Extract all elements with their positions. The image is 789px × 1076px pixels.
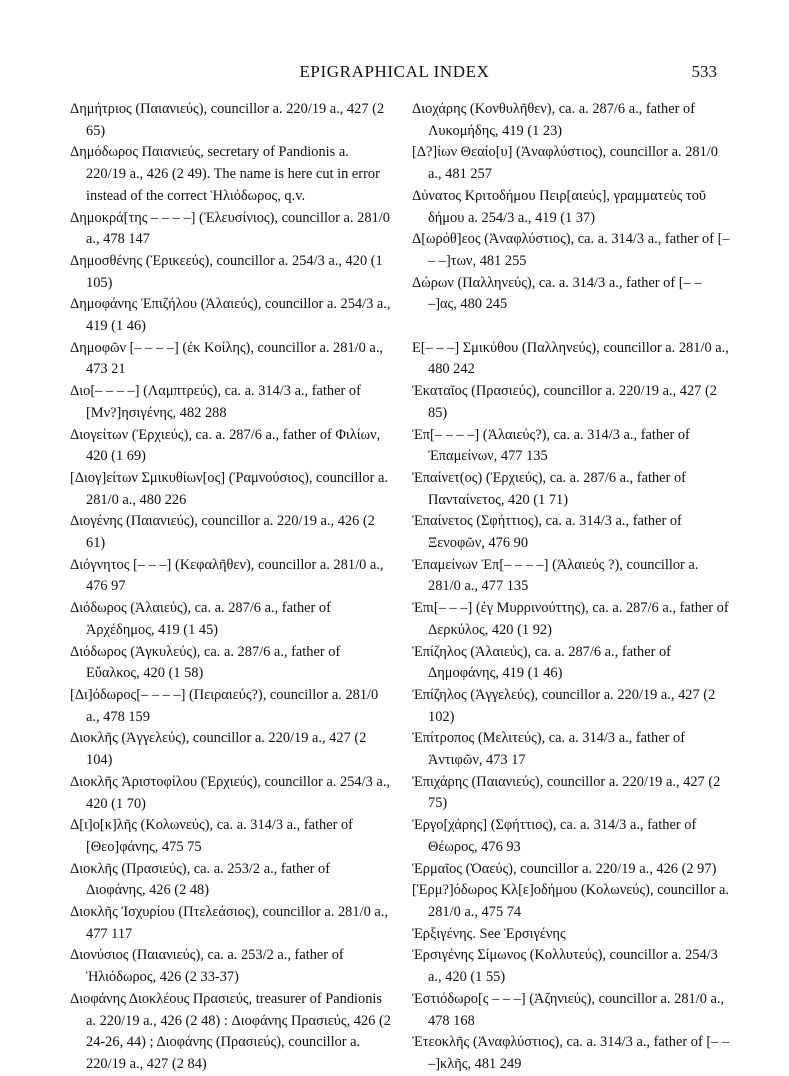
index-entry: Διόδωρος (Ἀγκυλεύς), ca. a. 287/6 a., father of Εὔαλκος, 420 (1 58) <box>70 643 341 682</box>
index-entry: Ἐπίζηλος (Ἀγγελεύς), councillor a. 220/19 a., 427 (2 102) <box>412 686 716 725</box>
index-entry: [Διογ]είτων Σμικυθίων[ος] (Ῥαμνούσιος), councillor a. 281/0 a., 480 226 <box>70 469 388 508</box>
index-entry: Ἐπαμείνων Ἐπ[– – – –] (Ἁλαιεύς ?), councillor a. 281/0 a., 477 135 <box>412 556 699 595</box>
index-entry: Ἐπ[– – – –] (Ἁλαιεύς?), ca. a. 314/3 a., father of Ἐπαμείνων, 477 135 <box>412 426 690 465</box>
index-entry: Δημοφῶν [– – – –] (ἐκ Κοίλης), councillor a. 281/0 a., 473 21 <box>70 339 384 378</box>
index-entry: Ἐρσιγένης Σίμωνος (Κολλυτεύς), councillor a. 254/3 a., 420 (1 55) <box>412 947 718 986</box>
index-entry: Διοκλῆς (Πρασιεύς), ca. a. 253/2 a., father of Διοφάνης, 426 (2 48) <box>70 860 331 899</box>
index-entry: Ἐτεοκλῆς (Ἀναφλύστιος), ca. a. 314/3 a., father of [– – –]κλῆς, 481 249 <box>412 1034 730 1072</box>
index-entry: Δημόδωρος Παιανιεύς, secretary of Pandionis a. 220/19 a., 426 (2 49). The name is here cut in error instead of the correct Ἡλιόδωρος, q.v. <box>70 144 380 204</box>
index-entry: Ἐπίζηλος (Ἁλαιεύς), ca. a. 287/6 a., father of Δημοφάνης, 419 (1 46) <box>412 643 671 682</box>
index-entry: Δώρων (Παλληνεύς), ca. a. 314/3 a., father of [– – –]ας, 480 245 <box>412 274 702 313</box>
index-entry: Δύνατος Κριτοδήμου Πειρ[αιεύς], γραμματεὺς τοῦ δήμου a. 254/3 a., 419 (1 37) <box>412 187 707 226</box>
index-entry: [Δι]όδωρος[– – – –] (Πειραιεύς?), councillor a. 281/0 a., 478 159 <box>70 686 379 725</box>
index-entry: Ε[– – –] Σμικύθου (Παλληνεύς), councillor a. 281/0 a., 480 242 <box>412 339 729 378</box>
index-entry: Δημοκρά[της – – – –] (Ἐλευσίνιος), councillor a. 281/0 a., 478 147 <box>70 209 390 248</box>
index-entry: Ἐπι[– – –] (ἐγ Μυρρινούττης), ca. a. 287/6 a., father of Δερκύλος, 420 (1 92) <box>412 600 729 638</box>
index-entry: Δ[ι]ο[κ]λῆς (Κολωνεύς), ca. a. 314/3 a., father of [Θεο]φάνης, 475 75 <box>70 817 353 855</box>
entry-group-delta <box>412 99 732 316</box>
index-entry: Ἐπαίνετος (Σφήττιος), ca. a. 314/3 a., father of Ξενοφῶν, 476 90 <box>412 513 682 552</box>
index-entry: Ἐρξιγένης. See Ἐρσιγένης <box>412 925 566 942</box>
index-entry: Διοφάνης Διοκλέους Πρασιεύς, treasurer of Pandionis a. 220/19 a., 426 (2 48) : Διοφάνης Πρασιεύς, 426 (2 24-26, 44) ; Διοφάνης (Πρασιεύς), councillor a. 220/19 a., 427 (2 84) <box>70 990 391 1072</box>
index-entry: Διο[– – – –] (Λαμπτρεύς), ca. a. 314/3 a., father of [Μν?]ησιγένης, 482 288 <box>70 383 361 421</box>
entry-group-epsilon <box>412 338 732 1076</box>
page-header <box>62 62 727 86</box>
index-entry: Δημήτριος (Παιανιεύς), councillor a. 220/19 a., 427 (2 65) <box>70 101 385 139</box>
index-entry: Διοκλῆς (Ἀγγελεύς), councillor a. 220/19 a., 427 (2 104) <box>70 730 367 769</box>
index-entry: Διόδωρος (Ἁλαιεύς), ca. a. 287/6 a., father of Ἀρχέδημος, 419 (1 45) <box>70 600 331 638</box>
index-entry: Δ[ωρόθ]εος (Ἀναφλύστιος), ca. a. 314/3 a., father of [– – –]των, 481 255 <box>412 231 730 269</box>
index-entry: Ἑρμαῖος (Ὀαεύς), councillor a. 220/19 a., 426 (2 97) <box>412 860 717 877</box>
page-number: 533 <box>691 62 717 81</box>
index-entry: Ἑστιόδωρο[ς – – –] (Ἀζηνιεύς), councillor a. 281/0 a., 478 168 <box>412 990 725 1029</box>
index-entry: Διογείτων (Ἐρχιεύς), ca. a. 287/6 a., father of Φιλίων, 420 (1 69) <box>70 426 381 465</box>
running-title: EPIGRAPHICAL INDEX <box>299 62 490 81</box>
index-entry: Διογένης (Παιανιεύς), councillor a. 220/19 a., 426 (2 61) <box>70 513 375 552</box>
index-entry: Ἐπιχάρης (Παιανιεύς), councillor a. 220/19 a., 427 (2 75) <box>412 773 721 812</box>
index-entry: Ἐπαίνετ(ος) (Ἐρχιεύς), ca. a. 287/6 a., father of Πανταίνετος, 420 (1 71) <box>412 469 686 508</box>
index-entry: [Ἑρμ?]όδωρος Κλ[ε]οδήμου (Κολωνεύς), councillor a. 281/0 a., 475 74 <box>412 882 730 920</box>
index-entry: Διοκλῆς Ἰσχυρίου (Πτελεάσιος), councillor a. 281/0 a., 477 117 <box>70 904 388 942</box>
index-entry: Ἑκαταῖος (Πρασιεύς), councillor a. 220/19 a., 427 (2 85) <box>412 383 717 421</box>
index-entry: Ἐργο[χάρης] (Σφήττιος), ca. a. 314/3 a., father of Θέωρος, 476 93 <box>412 817 697 855</box>
index-entry: Ἐπίτροπος (Μελιτεύς), ca. a. 314/3 a., father of Ἀντιφῶν, 473 17 <box>412 730 686 769</box>
index-entry: Δημοφάνης Ἐπιζήλου (Ἁλαιεύς), councillor a. 254/3 a., 419 (1 46) <box>70 296 391 335</box>
index-entry: Διοχάρης (Κονθυλῆθεν), ca. a. 287/6 a., father of Λυκομήδης, 419 (1 23) <box>412 101 696 139</box>
right-column <box>412 99 732 1076</box>
index-entry: [Δ?]ίων Θεαίο[υ] (Ἀναφλύστιος), councillor a. 281/0 a., 481 257 <box>412 144 718 183</box>
index-entry: Δημοσθένης (Ἐρικεεύς), councillor a. 254/3 a., 420 (1 105) <box>70 252 383 291</box>
index-entry: Διοκλῆς Ἀριστοφίλου (Ἐρχιεύς), councillor a. 254/3 a., 420 (1 70) <box>70 773 390 812</box>
left-column <box>70 99 392 1076</box>
index-entry: Διόγνητος [– – –] (Κεφαλῆθεν), councillor a. 281/0 a., 476 97 <box>70 556 384 595</box>
group-spacer <box>412 316 732 338</box>
index-entry: Διονύσιος (Παιανιεύς), ca. a. 253/2 a., father of Ἡλιόδωρος, 426 (2 33-37) <box>70 947 344 986</box>
